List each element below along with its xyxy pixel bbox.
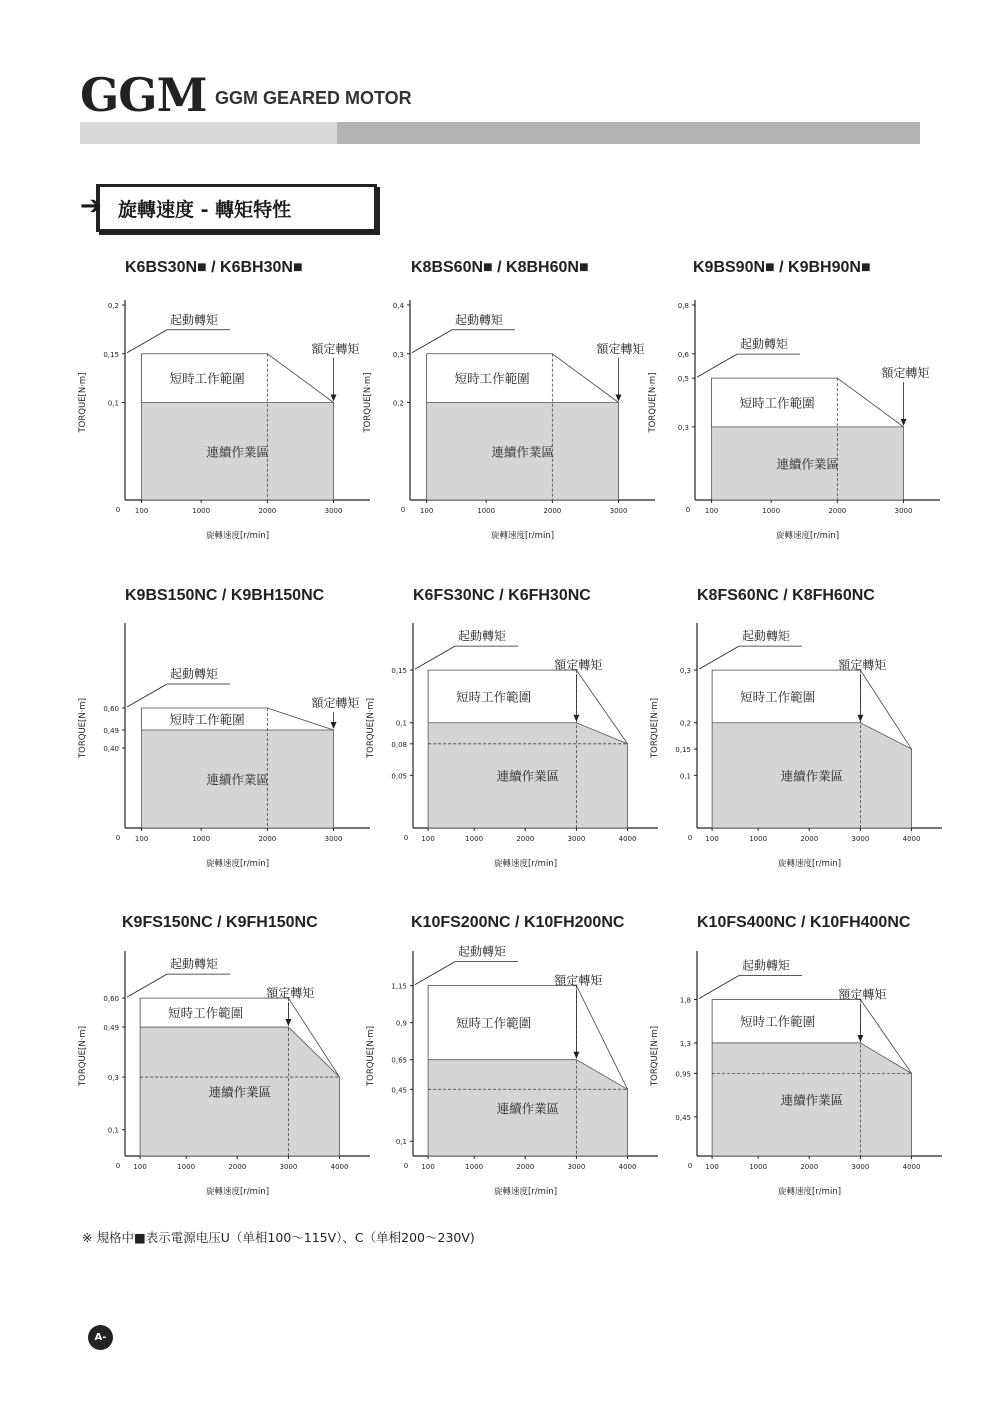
y-tick-label-8-2: 0,65 [391,1056,407,1065]
x-tick-label-2-3: 3000 [609,507,628,515]
chart-title-3: K9BS90N■ / K9BH90N■ [693,259,871,276]
y-tick-label-7-2: 0,3 [107,1074,119,1083]
y-axis-label-6: TORQUE[N·m] [650,697,660,759]
x-tick-label-1-0: 100 [134,507,149,515]
rated-torque-arrow-icon-2 [616,395,622,402]
y-tick-label-9-2: 0,95 [675,1070,691,1079]
rated-torque-arrow-icon-9 [857,1035,863,1042]
x-tick-label-5-1: 1000 [465,835,484,843]
x-tick-label-8-0: 100 [421,1163,435,1171]
x-tick-label-9-3: 3000 [851,1163,870,1171]
y-tick-label-2-0: 0,4 [392,302,404,310]
short-time-label-2: 短時工作範圍 [454,371,530,387]
x-axis-label-5: 旋轉速度[r/min] [493,859,558,869]
x-tick-label-3-1: 1000 [762,507,781,515]
x-tick-label-3-3: 3000 [894,507,913,515]
chart-title-2: K8BS60N■ / K8BH60N■ [411,259,589,276]
y-axis-label-4: TORQUE[N·m] [78,697,88,759]
y-tick-label-8-0: 1,15 [391,982,407,991]
short-time-label-8: 短時工作範圍 [456,1015,532,1031]
y-axis-label-2: TORQUE[N·m] [363,372,373,433]
rated-torque-label-6: 額定轉矩 [838,658,887,673]
y-tick-label-5-3: 0,05 [391,772,407,781]
x-tick-label-5-2: 2000 [516,835,535,843]
origin-label-6: 0 [687,834,693,842]
x-tick-label-9-1: 1000 [749,1163,768,1171]
rated-torque-label-9: 額定轉矩 [838,987,887,1002]
x-tick-label-9-0: 100 [705,1163,719,1171]
rated-torque-arrow-icon-5 [573,715,579,722]
x-tick-label-4-3: 3000 [324,835,343,843]
origin-label-4: 0 [115,834,121,842]
y-tick-label-1-1: 0,15 [103,350,119,359]
start-torque-label-3: 起動轉矩 [740,337,789,352]
chart-title-4: K9BS150NC / K9BH150NC [125,587,325,604]
x-tick-label-6-1: 1000 [749,835,768,843]
rated-torque-label-2: 額定轉矩 [596,341,645,356]
x-tick-label-4-0: 100 [134,835,149,843]
start-torque-pointer-5 [415,646,455,669]
x-tick-label-8-2: 2000 [516,1163,535,1171]
rated-torque-arrow-icon-7 [285,1019,291,1026]
x-tick-label-5-0: 100 [421,835,435,843]
x-axis-label-2: 旋轉速度[r/min] [490,531,555,541]
header-subtitle: GGM GEARED MOTOR [215,88,412,108]
continuous-label-5: 連續作業區 [496,768,560,784]
chart-title-9: K10FS400NC / K10FH400NC [697,914,911,931]
rated-torque-label-4: 額定轉矩 [311,696,360,710]
origin-label-9: 0 [687,1162,693,1170]
y-tick-label-3-1: 0,6 [677,350,689,359]
x-axis-label-1: 旋轉速度[r/min] [205,531,270,541]
rated-torque-arrow-icon-3 [901,419,907,426]
x-tick-label-8-1: 1000 [465,1163,484,1171]
short-time-label-1: 短時工作範圍 [169,371,245,387]
origin-label-3: 0 [685,506,691,514]
x-tick-label-7-4: 4000 [330,1163,349,1171]
continuous-label-3: 連續作業區 [776,456,839,472]
y-tick-label-7-1: 0,49 [103,1024,119,1033]
footnote: ※ 規格中■表示電源电压U（单相100〜115V）、C（单相200〜230V) [82,1230,475,1245]
start-torque-label-2: 起動轉矩 [455,312,504,327]
y-axis-label-9: TORQUE[N·m] [650,1025,660,1087]
continuous-label-8: 連續作業區 [496,1100,560,1116]
brand-logo: GGM [80,68,207,122]
rated-torque-label-5: 額定轉矩 [554,658,603,673]
start-torque-pointer-8 [415,962,455,985]
y-tick-label-9-0: 1,8 [679,996,691,1005]
x-tick-label-2-0: 100 [419,507,434,515]
x-axis-label-4: 旋轉速度[r/min] [205,859,270,869]
y-tick-label-2-1: 0,3 [392,350,404,359]
start-torque-pointer-3 [697,354,737,377]
start-torque-label-9: 起動轉矩 [742,958,791,973]
x-tick-label-7-3: 3000 [279,1163,298,1171]
arrow-right-icon: ➔ [80,191,102,221]
x-tick-label-2-1: 1000 [477,507,496,515]
continuous-label-9: 連續作業區 [780,1092,844,1108]
continuous-label-6: 連續作業區 [780,768,844,784]
chart-title-1: K6BS30N■ / K6BH30N■ [125,259,303,276]
rated-torque-label-3: 額定轉矩 [881,366,930,381]
x-axis-label-8: 旋轉速度[r/min] [493,1187,558,1197]
y-tick-label-8-4: 0,1 [395,1138,407,1147]
y-axis-label-1: TORQUE[N·m] [78,372,88,433]
start-torque-label-6: 起動轉矩 [742,629,791,644]
x-tick-label-6-0: 100 [705,835,719,843]
y-tick-label-6-2: 0,15 [675,746,691,755]
start-torque-pointer-9 [699,975,739,998]
continuous-label-7: 連續作業區 [208,1084,272,1100]
x-axis-label-9: 旋轉速度[r/min] [777,1187,842,1197]
x-tick-label-3-0: 100 [704,507,719,515]
start-torque-pointer-2 [412,330,452,353]
x-tick-label-4-1: 1000 [192,835,211,843]
rated-torque-arrow-icon-1 [331,395,337,402]
x-tick-label-8-4: 4000 [618,1163,637,1171]
origin-label-5: 0 [403,834,409,842]
x-tick-label-5-4: 4000 [618,835,637,843]
x-tick-label-1-2: 2000 [258,507,277,515]
x-tick-label-4-2: 2000 [258,835,277,843]
x-axis-label-3: 旋轉速度[r/min] [775,531,840,541]
y-tick-label-8-1: 0,9 [395,1019,407,1028]
x-tick-label-6-2: 2000 [800,835,819,843]
short-time-label-9: 短時工作範圍 [740,1014,816,1030]
x-tick-label-7-0: 100 [133,1163,147,1171]
start-torque-label-8: 起動轉矩 [458,944,507,959]
origin-label-2: 0 [400,506,406,514]
y-tick-label-6-1: 0,2 [679,719,691,728]
x-tick-label-6-4: 4000 [902,835,921,843]
start-torque-pointer-4 [127,684,167,707]
y-tick-label-4-2: 0,40 [103,745,119,753]
rated-torque-label-8: 額定轉矩 [554,973,603,988]
start-torque-pointer-1 [127,330,167,353]
x-tick-label-8-3: 3000 [567,1163,586,1171]
x-tick-label-7-1: 1000 [177,1163,196,1171]
start-torque-label-1: 起動轉矩 [170,312,219,327]
origin-label-8: 0 [403,1162,409,1170]
short-time-label-7: 短時工作範圍 [168,1005,244,1021]
y-axis-label-5: TORQUE[N·m] [366,697,376,759]
x-tick-label-9-4: 4000 [902,1163,921,1171]
section-title: 旋轉速度 - 轉矩特性 [118,199,292,221]
chart-title-8: K10FS200NC / K10FH200NC [411,914,625,931]
y-tick-label-6-3: 0,1 [679,772,691,781]
x-tick-label-2-2: 2000 [543,507,562,515]
y-axis-label-8: TORQUE[N·m] [366,1025,376,1087]
y-tick-label-1-0: 0,2 [107,302,119,310]
y-tick-label-7-0: 0,60 [103,995,119,1004]
y-tick-label-5-1: 0,1 [395,719,407,728]
y-tick-label-6-0: 0,3 [679,667,691,676]
continuous-label-1: 連續作業區 [206,444,269,460]
continuous-label-4: 連續作業區 [206,772,269,787]
y-axis-label-3: TORQUE[N·m] [648,372,658,433]
start-torque-label-4: 起動轉矩 [170,667,219,681]
y-tick-label-3-2: 0,5 [677,375,689,384]
page-number: A-22 [88,1325,113,1350]
short-time-label-4: 短時工作範圍 [169,712,245,727]
short-time-label-3: 短時工作範圍 [739,395,815,411]
start-torque-pointer-7 [127,974,167,997]
y-axis-label-7: TORQUE[N·m] [78,1025,88,1087]
chart-title-5: K6FS30NC / K6FH30NC [413,587,591,604]
rated-torque-label-1: 額定轉矩 [311,341,360,356]
y-tick-label-1-2: 0,1 [107,399,119,408]
x-tick-label-7-2: 2000 [228,1163,247,1171]
y-tick-label-4-0: 0,60 [103,705,119,713]
x-tick-label-3-2: 2000 [828,507,847,515]
y-tick-label-5-0: 0,15 [391,667,407,676]
x-tick-label-1-1: 1000 [192,507,211,515]
start-torque-pointer-6 [699,646,739,669]
short-time-label-6: 短時工作範圍 [740,689,816,705]
origin-label-7: 0 [115,1162,121,1170]
y-tick-label-5-2: 0,08 [391,740,407,749]
rated-torque-arrow-icon-4 [331,722,337,729]
y-tick-label-9-3: 0,45 [675,1113,691,1122]
start-torque-label-7: 起動轉矩 [170,957,219,972]
continuous-label-2: 連續作業區 [491,444,554,460]
y-tick-label-3-0: 0,8 [677,302,689,310]
x-tick-label-9-2: 2000 [800,1163,819,1171]
x-tick-label-6-3: 3000 [851,835,870,843]
y-tick-label-3-3: 0,3 [677,423,689,432]
chart-title-7: K9FS150NC / K9FH150NC [122,914,318,931]
short-time-label-5: 短時工作範圍 [456,689,532,705]
y-tick-label-8-3: 0,45 [391,1086,407,1095]
chart-title-6: K8FS60NC / K8FH60NC [697,587,875,604]
y-tick-label-2-2: 0,2 [392,399,404,408]
x-axis-label-7: 旋轉速度[r/min] [205,1187,270,1197]
rated-torque-arrow-icon-8 [573,1052,579,1059]
start-torque-label-5: 起動轉矩 [458,629,507,644]
y-tick-label-9-1: 1,3 [679,1039,691,1048]
rated-torque-arrow-icon-6 [857,715,863,722]
y-tick-label-4-1: 0,49 [103,727,119,735]
y-tick-label-7-3: 0,1 [107,1126,119,1135]
x-tick-label-1-3: 3000 [324,507,343,515]
x-tick-label-5-3: 3000 [567,835,586,843]
x-axis-label-6: 旋轉速度[r/min] [777,859,842,869]
rated-torque-label-7: 額定轉矩 [266,986,315,1001]
origin-label-1: 0 [115,506,121,514]
